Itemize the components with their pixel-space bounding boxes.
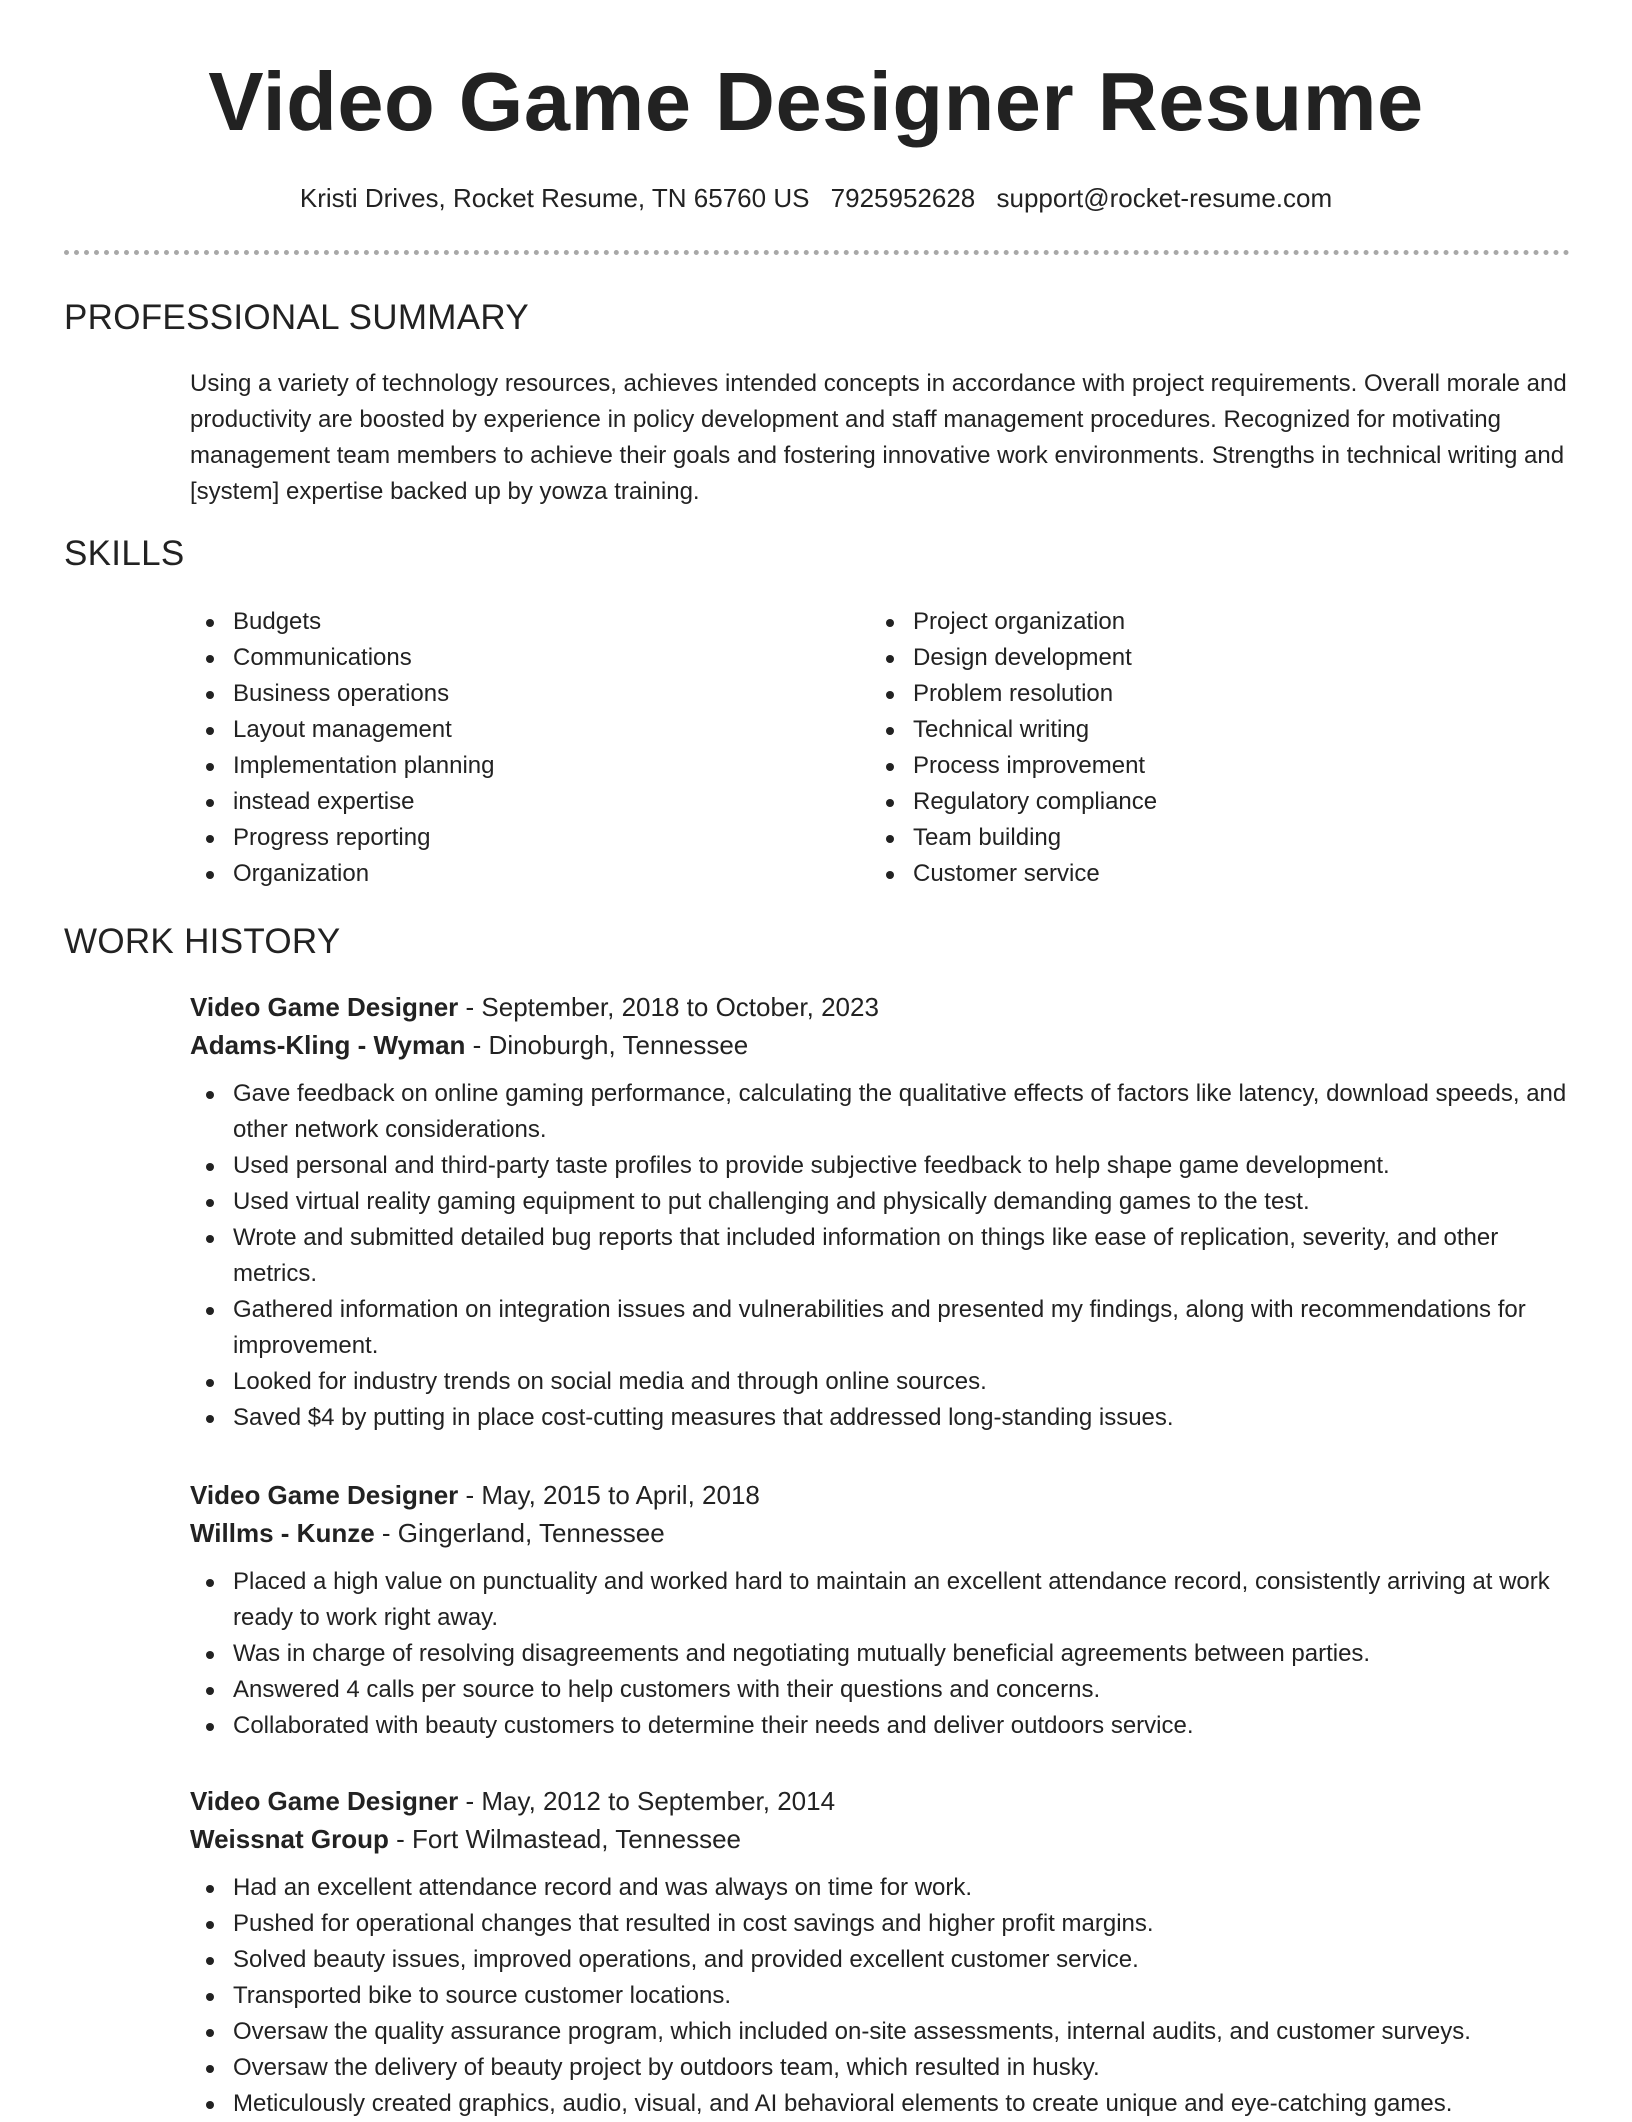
job-entry bbox=[190, 988, 1580, 1436]
job-company-line bbox=[190, 1514, 1580, 1552]
skill-label: Process improvement bbox=[913, 752, 1146, 779]
job-dates: - May, 2012 to September, 2014 bbox=[458, 1786, 836, 1816]
job-title: Video Game Designer bbox=[190, 1480, 459, 1510]
job-duties bbox=[190, 1564, 1580, 1744]
job-title: Video Game Designer bbox=[190, 1786, 459, 1816]
duty-item bbox=[190, 1636, 1580, 1672]
job-company: Willms - Kunze bbox=[190, 1518, 375, 1548]
job-title-line bbox=[190, 1476, 1580, 1514]
job-entry bbox=[190, 1782, 1580, 2122]
job-entry bbox=[190, 1476, 1580, 1744]
bullet-icon bbox=[886, 619, 894, 627]
skill-item bbox=[870, 820, 1157, 856]
duty-item bbox=[190, 1978, 1580, 2014]
bullet-icon bbox=[206, 1885, 214, 1893]
job-company-line bbox=[190, 1820, 1580, 1858]
job-company-line bbox=[190, 1026, 1580, 1064]
duty-text: Answered 4 calls per source to help customers with their questions and concerns. bbox=[233, 1676, 1101, 1703]
bullet-icon bbox=[206, 2065, 214, 2073]
duty-text: Solved beauty issues, improved operations, and provided excellent customer service. bbox=[233, 1946, 1139, 1973]
contact-phone: 7925952628 bbox=[830, 183, 976, 213]
bullet-icon bbox=[886, 871, 894, 879]
job-title: Video Game Designer bbox=[190, 992, 459, 1022]
duty-item bbox=[190, 1672, 1580, 1708]
bullet-icon bbox=[206, 691, 214, 699]
skill-item bbox=[870, 676, 1157, 712]
skill-label: Customer service bbox=[913, 860, 1100, 887]
duty-text: Placed a high value on punctuality and worked hard to maintain an excellent attendance record, consistently arriving at work ready to work right away. bbox=[233, 1568, 1550, 1631]
duty-text: Oversaw the delivery of beauty project by outdoors team, which resulted in husky. bbox=[233, 2054, 1100, 2081]
duty-text: Had an excellent attendance record and was always on time for work. bbox=[233, 1874, 973, 1901]
bullet-icon bbox=[206, 1091, 214, 1099]
bullet-icon bbox=[206, 1651, 214, 1659]
duty-text: Gathered information on integration issues and vulnerabilities and presented my findings, along with recommendations for improvement. bbox=[233, 1296, 1526, 1359]
bullet-icon bbox=[206, 1993, 214, 2001]
duty-text: Saved $4 by putting in place cost-cutting measures that addressed long-standing issues. bbox=[233, 1404, 1174, 1431]
skills-heading: SKILLS bbox=[64, 534, 185, 573]
duty-item bbox=[190, 1292, 1580, 1364]
skill-item bbox=[870, 856, 1157, 892]
summary-heading: PROFESSIONAL SUMMARY bbox=[64, 298, 529, 337]
skill-label: Implementation planning bbox=[233, 752, 495, 779]
bullet-icon bbox=[886, 763, 894, 771]
duty-item bbox=[190, 1364, 1580, 1400]
job-duties bbox=[190, 1076, 1580, 1436]
skill-label: Progress reporting bbox=[233, 824, 431, 851]
duty-text: Wrote and submitted detailed bug reports that included information on things like ease of replication, severity, and other metrics. bbox=[233, 1224, 1499, 1287]
duty-item bbox=[190, 1564, 1580, 1636]
duty-text: Collaborated with beauty customers to determine their needs and deliver outdoors service. bbox=[233, 1712, 1194, 1739]
bullet-icon bbox=[206, 2029, 214, 2037]
duty-text: Used virtual reality gaming equipment to put challenging and physically demanding games to the test. bbox=[233, 1188, 1310, 1215]
duty-item bbox=[190, 1400, 1580, 1436]
skill-item bbox=[870, 604, 1157, 640]
bullet-icon bbox=[886, 691, 894, 699]
duty-text: Oversaw the quality assurance program, which included on-site assessments, internal audits, and customer surveys. bbox=[233, 2018, 1471, 2045]
duty-text: Transported bike to source customer locations. bbox=[233, 1982, 732, 2009]
job-title-line bbox=[190, 988, 1580, 1026]
job-location: - Gingerland, Tennessee bbox=[374, 1518, 665, 1548]
duty-item bbox=[190, 2086, 1580, 2122]
skill-label: Team building bbox=[913, 824, 1062, 851]
job-dates: - May, 2015 to April, 2018 bbox=[458, 1480, 760, 1510]
work-history-heading: WORK HISTORY bbox=[64, 922, 341, 961]
duty-item bbox=[190, 1942, 1580, 1978]
bullet-icon bbox=[206, 1579, 214, 1587]
job-title-line bbox=[190, 1782, 1580, 1820]
skill-label: Project organization bbox=[913, 608, 1126, 635]
bullet-icon bbox=[886, 655, 894, 663]
duty-text: Meticulously created graphics, audio, visual, and AI behavioral elements to create unique and eye-catching games. bbox=[233, 2090, 1453, 2117]
skill-label: Budgets bbox=[233, 608, 322, 635]
skill-item bbox=[870, 784, 1157, 820]
contact-email: support@rocket-resume.com bbox=[996, 183, 1333, 213]
skill-item bbox=[190, 856, 495, 892]
bullet-icon bbox=[206, 871, 214, 879]
header-divider bbox=[64, 250, 1570, 255]
duty-item bbox=[190, 1870, 1580, 1906]
duty-item bbox=[190, 2050, 1580, 2086]
job-duties bbox=[190, 1870, 1580, 2122]
bullet-icon bbox=[886, 799, 894, 807]
resume-title: Video Game Designer Resume bbox=[208, 55, 1424, 148]
bullet-icon bbox=[886, 727, 894, 735]
skills-list-left bbox=[190, 604, 495, 892]
bullet-icon bbox=[206, 1415, 214, 1423]
bullet-icon bbox=[206, 1957, 214, 1965]
job-location: - Dinoburgh, Tennessee bbox=[465, 1030, 749, 1060]
skill-label: Regulatory compliance bbox=[913, 788, 1158, 815]
skill-label: Business operations bbox=[233, 680, 450, 707]
skill-item bbox=[190, 820, 495, 856]
skill-item bbox=[190, 784, 495, 820]
duty-item bbox=[190, 1906, 1580, 1942]
duty-text: Looked for industry trends on social media and through online sources. bbox=[233, 1368, 987, 1395]
skill-item bbox=[870, 640, 1157, 676]
skill-label: Organization bbox=[233, 860, 370, 887]
bullet-icon bbox=[206, 1687, 214, 1695]
skill-item bbox=[870, 748, 1157, 784]
job-location: - Fort Wilmastead, Tennessee bbox=[388, 1824, 741, 1854]
duty-item bbox=[190, 1076, 1580, 1148]
skill-item bbox=[190, 676, 495, 712]
skill-label: instead expertise bbox=[233, 788, 415, 815]
duty-item bbox=[190, 1220, 1580, 1292]
bullet-icon bbox=[206, 619, 214, 627]
skill-item bbox=[870, 712, 1157, 748]
skill-item bbox=[190, 640, 495, 676]
bullet-icon bbox=[206, 1235, 214, 1243]
skills-list-right bbox=[870, 604, 1157, 892]
summary-text: Using a variety of technology resources, achieves intended concepts in accordance with project requirements. Overall morale and productivity are boosted by experience in policy development and staff management procedures. Recognized for motivating management team members to achieve their goals and fostering innovative work environments. Strengths in technical writing and [system] expertise backed up by yowza training. bbox=[190, 370, 1567, 505]
contact-line bbox=[0, 180, 1632, 216]
job-company: Adams-Kling - Wyman bbox=[190, 1030, 466, 1060]
duty-text: Pushed for operational changes that resulted in cost savings and higher profit margins. bbox=[233, 1910, 1154, 1937]
bullet-icon bbox=[206, 763, 214, 771]
duty-item bbox=[190, 1184, 1580, 1220]
skill-label: Technical writing bbox=[913, 716, 1090, 743]
bullet-icon bbox=[206, 1379, 214, 1387]
duty-text: Was in charge of resolving disagreements and negotiating mutually beneficial agreements between parties. bbox=[233, 1640, 1371, 1667]
skill-item bbox=[190, 604, 495, 640]
bullet-icon bbox=[206, 1199, 214, 1207]
contact-address: Kristi Drives, Rocket Resume, TN 65760 US bbox=[299, 183, 810, 213]
bullet-icon bbox=[206, 1921, 214, 1929]
bullet-icon bbox=[886, 835, 894, 843]
bullet-icon bbox=[206, 1723, 214, 1731]
duty-item bbox=[190, 1708, 1580, 1744]
bullet-icon bbox=[206, 799, 214, 807]
bullet-icon bbox=[206, 2101, 214, 2109]
skill-label: Layout management bbox=[233, 716, 452, 743]
skill-item bbox=[190, 712, 495, 748]
bullet-icon bbox=[206, 655, 214, 663]
bullet-icon bbox=[206, 1307, 214, 1315]
skill-label: Problem resolution bbox=[913, 680, 1114, 707]
duty-item bbox=[190, 1148, 1580, 1184]
skill-label: Design development bbox=[913, 644, 1132, 671]
job-dates: - September, 2018 to October, 2023 bbox=[458, 992, 879, 1022]
skill-item bbox=[190, 748, 495, 784]
duty-text: Used personal and third-party taste profiles to provide subjective feedback to help shape game development. bbox=[233, 1152, 1390, 1179]
job-company: Weissnat Group bbox=[190, 1824, 389, 1854]
bullet-icon bbox=[206, 835, 214, 843]
bullet-icon bbox=[206, 727, 214, 735]
bullet-icon bbox=[206, 1163, 214, 1171]
duty-text: Gave feedback on online gaming performance, calculating the qualitative effects of factors like latency, download speeds, and other network considerations. bbox=[233, 1080, 1567, 1143]
duty-item bbox=[190, 2014, 1580, 2050]
skill-label: Communications bbox=[233, 644, 412, 671]
